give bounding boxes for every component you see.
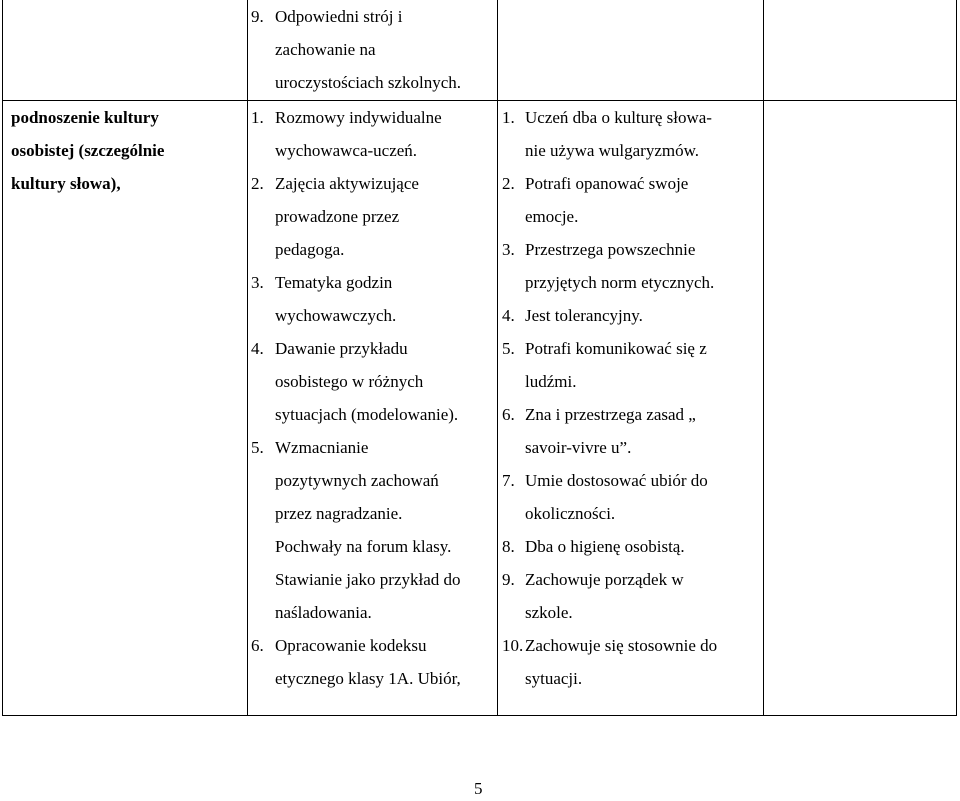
list-item-number: 2.: [502, 174, 515, 193]
list-item-text: Rozmowy indywidualne: [275, 108, 442, 127]
list-item-text: Wzmacnianie: [275, 438, 369, 457]
list-item-number: 6.: [502, 405, 515, 424]
list-item-text: nie używa wulgaryzmów.: [525, 141, 700, 160]
list-item-text: Potrafi komunikować się z: [525, 339, 707, 358]
list-item-number: 1.: [502, 108, 515, 127]
list-item-text: uroczystościach szkolnych.: [275, 73, 461, 92]
list-item-text: Uczeń dba o kulturę słowa-: [525, 108, 712, 127]
list-item-number: 5.: [251, 438, 264, 457]
list-item-text: Pochwały na forum klasy.: [275, 537, 452, 556]
list-item-text: sytuacji.: [525, 669, 583, 688]
list-item-number: 1.: [251, 108, 264, 127]
list-item-text: wychowawczych.: [275, 306, 397, 325]
list-item-number: 7.: [502, 471, 515, 490]
list-item-text: etycznego klasy 1A. Ubiór,: [275, 669, 461, 688]
list-item-text: prowadzone przez: [275, 207, 400, 226]
list-item-text: pozytywnych zachowań: [275, 471, 439, 490]
list-item-number: 3.: [251, 273, 264, 292]
topic-text-line: podnoszenie kultury: [11, 108, 159, 127]
list-item-text: szkole.: [525, 603, 573, 622]
list-item-number: 10.: [502, 636, 524, 655]
list-item-text: Dba o higienę osobistą.: [525, 537, 685, 556]
list-item-text: ludźmi.: [525, 372, 577, 391]
list-item-text: okoliczności.: [525, 504, 616, 523]
list-item-text: Zachowuje się stosownie do: [525, 636, 718, 655]
list-item-text: wychowawca-uczeń.: [275, 141, 418, 160]
list-item-number: 2.: [251, 174, 264, 193]
list-item-number: 3.: [502, 240, 515, 259]
list-item-text: pedagoga.: [275, 240, 345, 259]
topic-text-line: osobistej (szczególnie: [11, 141, 165, 160]
list-item-text: przyjętych norm etycznych.: [525, 273, 715, 292]
list-item-text: emocje.: [525, 207, 579, 226]
list-item-text: sytuacjach (modelowanie).: [275, 405, 459, 424]
topic-text-line: kultury słowa),: [11, 174, 121, 193]
list-item-text: przez nagradzanie.: [275, 504, 403, 523]
list-item-text: Zna i przestrzega zasad „: [525, 405, 696, 424]
list-item-number: 4.: [251, 339, 264, 358]
list-item-text: Zachowuje porządek w: [525, 570, 684, 589]
list-item-text: Zajęcia aktywizujące: [275, 174, 419, 193]
column-divider-3: [763, 0, 764, 715]
list-item-text: Dawanie przykładu: [275, 339, 408, 358]
list-item-text: Tematyka godzin: [275, 273, 393, 292]
list-item-text: Jest tolerancyjny.: [525, 306, 643, 325]
list-item-text: osobistego w różnych: [275, 372, 424, 391]
list-item-text: Opracowanie kodeksu: [275, 636, 427, 655]
list-item-number: 8.: [502, 537, 515, 556]
list-item-number: 6.: [251, 636, 264, 655]
list-item-text: savoir-vivre u”.: [525, 438, 632, 457]
document-table: [2, 0, 957, 716]
list-item-text: Odpowiedni strój i: [275, 7, 403, 26]
list-item-text: Przestrzega powszechnie: [525, 240, 696, 259]
column-divider-1: [247, 0, 248, 715]
list-item-number: 9.: [502, 570, 515, 589]
list-item-text: Umie dostosować ubiór do: [525, 471, 708, 490]
list-item-text: Potrafi opanować swoje: [525, 174, 689, 193]
list-item-number: 5.: [502, 339, 515, 358]
list-item-text: naśladowania.: [275, 603, 372, 622]
list-item-text: zachowanie na: [275, 40, 376, 59]
list-item-number: 4.: [502, 306, 515, 325]
page-number: 5: [474, 779, 483, 798]
column-divider-2: [497, 0, 498, 715]
list-item-number: 9.: [251, 7, 264, 26]
list-item-text: Stawianie jako przykład do: [275, 570, 461, 589]
